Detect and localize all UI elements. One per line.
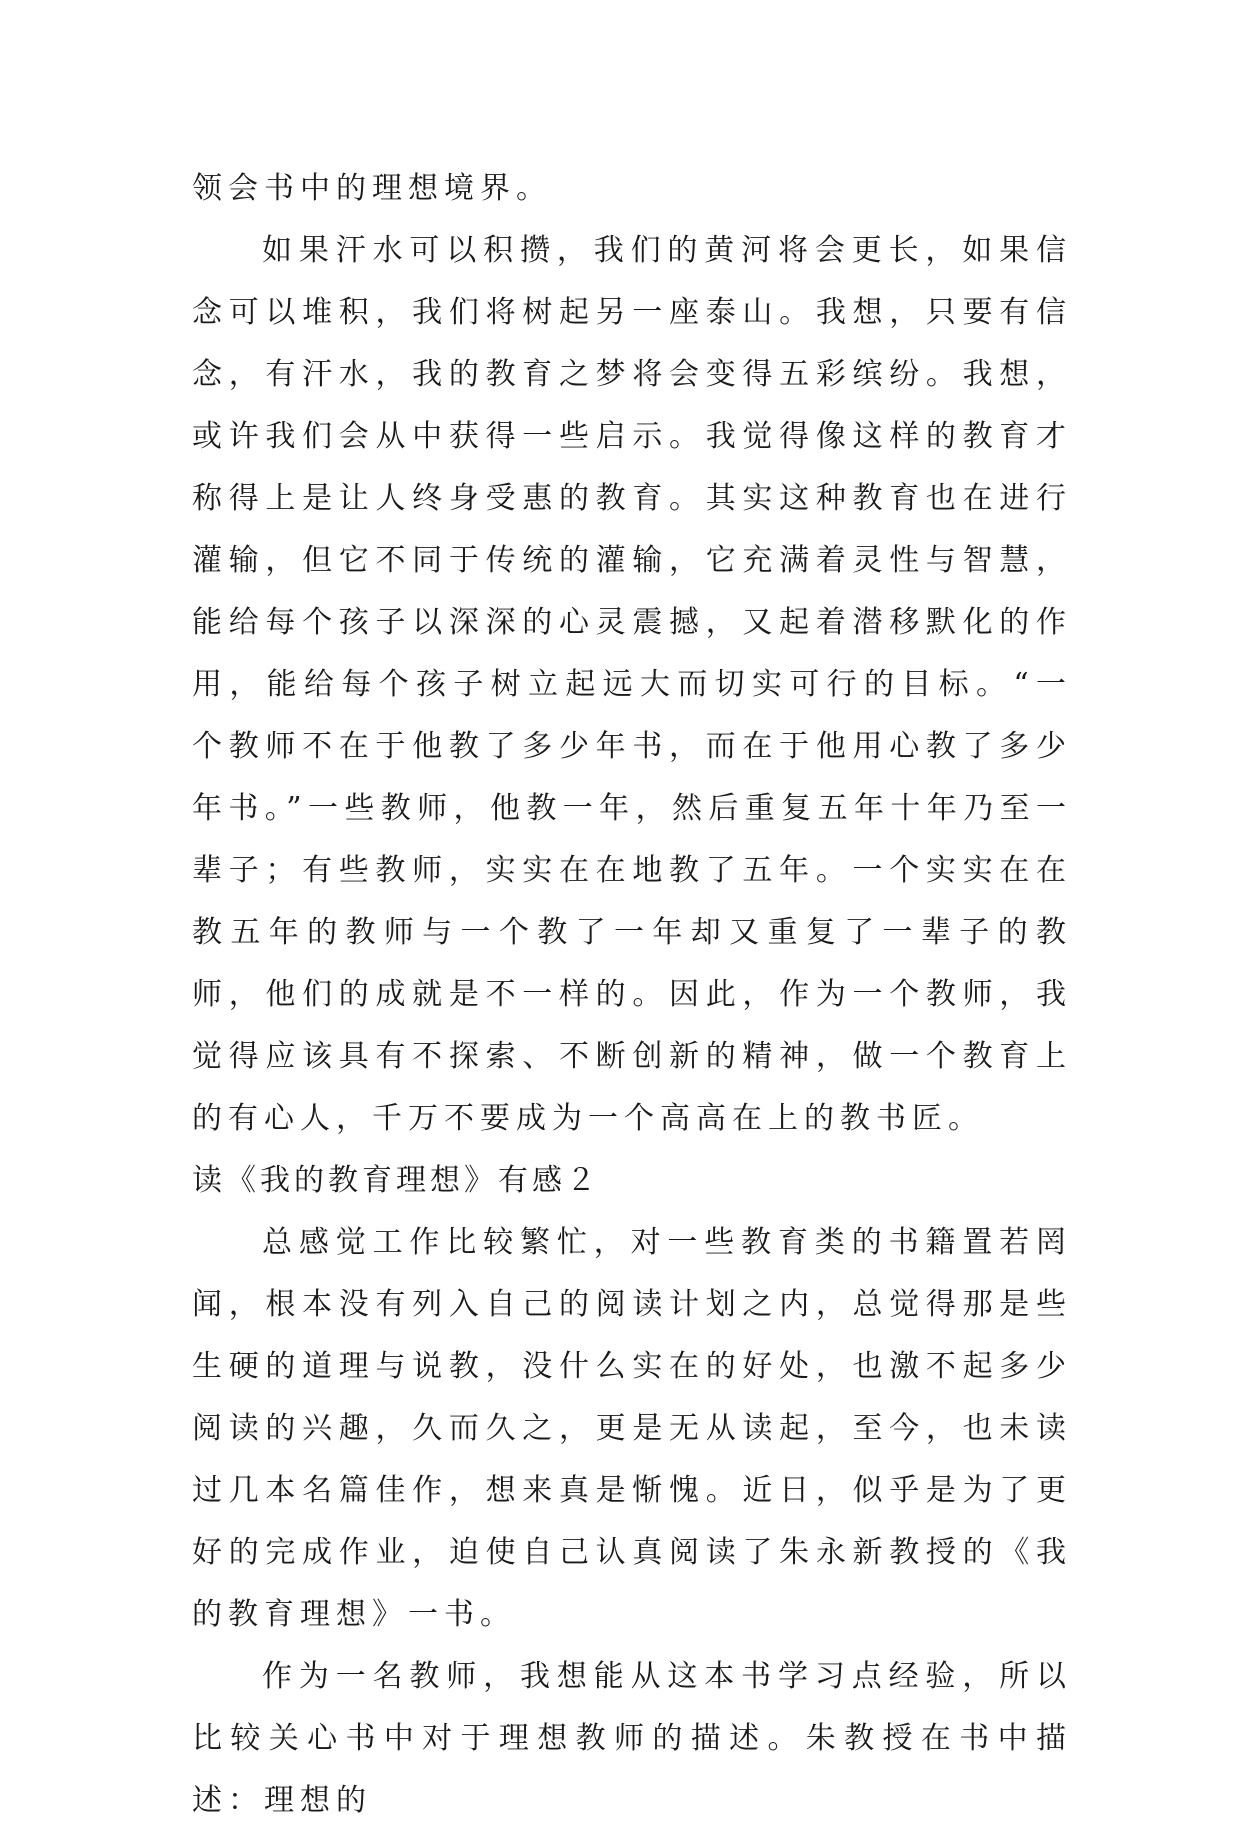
document-body <box>192 158 1072 1832</box>
section-heading: 读《我的教育理想》有感２ <box>192 1163 600 1198</box>
paragraph-busy-work: 总感觉工作比较繁忙，对一些教育类的书籍置若罔闻，根本没有列入自己的阅读计划之内，总觉得那是些生硬的道理与说教，没什么实在的好处，也激不起多少阅读的兴趣，久而久之，更是无从读起，至今，也未读过几本名篇佳作，想来真是惭愧。近日，似乎是为了更好的完成作业，迫使自己认真阅读了朱永新教授的《我的教育理想》一书。 <box>192 1225 1072 1632</box>
paragraph-sweat-and-belief: 如果汗水可以积攒，我们的黄河将会更长，如果信念可以堆积，我们将树起另一座泰山。我想，只要有信念，有汗水，我的教育之梦将会变得五彩缤纷。我想，或许我们会从中获得一些启示。我觉得像这样的教育才称得上是让人终身受惠的教育。其实这种教育也在进行灌输，但它不同于传统的灌输，它充满着灵性与智慧，能给每个孩子以深深的心灵震撼，又起着潜移默化的作用，能给每个孩子树立起远大而切实可行的目标。“一个教师不在于他教了多少年书，而在于他用心教了多少年书。”一些教师，他教一年，然后重复五年十年乃至一辈子；有些教师，实实在在地教了五年。一个实实在在教五年的教师与一个教了一年却又重复了一辈子的教师，他们的成就是不一样的。因此，作为一个教师，我觉得应该具有不探索、不断创新的精神，做一个教育上的有心人，千万不要成为一个高高在上的教书匠。 <box>192 233 1072 1136</box>
paragraph-continuation: 领会书中的理想境界。 <box>192 171 552 206</box>
paragraph-ideal-teacher: 作为一名教师，我想能从这本书学习点经验，所以比较关心书中对于理想教师的描述。朱教授在书中描述：理想的 <box>192 1659 1072 1818</box>
